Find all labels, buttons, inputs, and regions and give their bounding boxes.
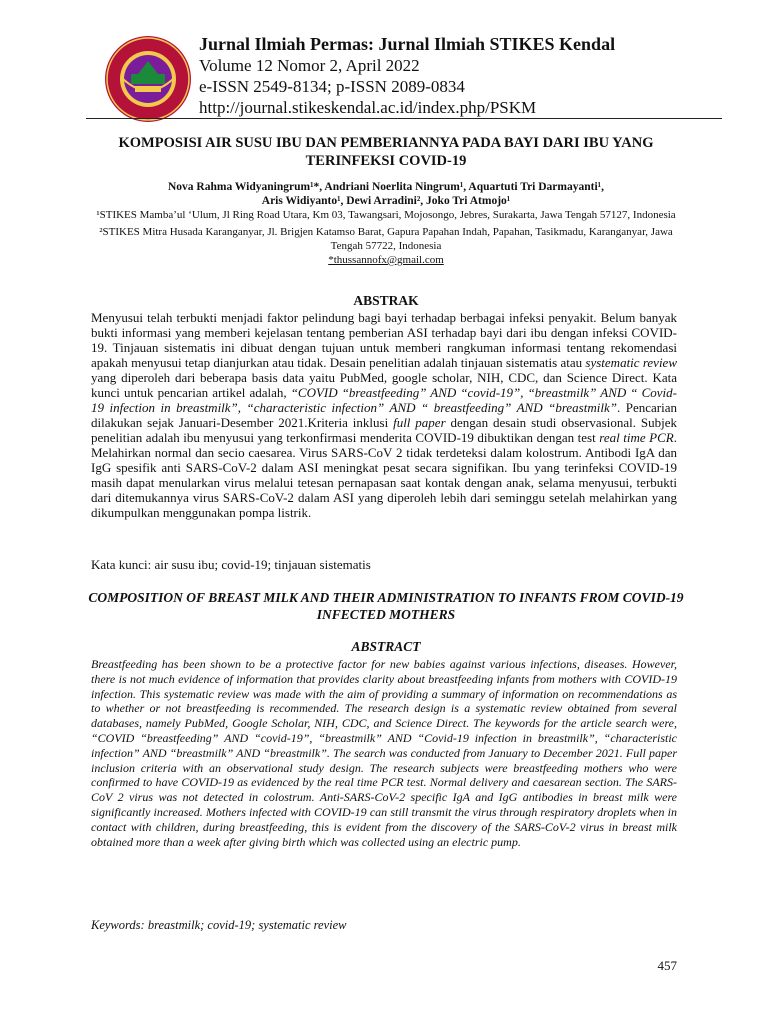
abstrak-italic-1: systematic review [585, 355, 677, 370]
journal-header [199, 34, 719, 118]
abstrak-text-4: dengan desain studi observasional. Subjek penelitian adalah ibu menyusui yang terkonfirmasi menderita COVID-19 dibuktikan dengan test [91, 415, 677, 445]
abstrak-body [91, 310, 677, 520]
affiliations [86, 208, 686, 267]
abstract-body: Breastfeeding has been shown to be a protective factor for new babies against various infections, diseases. However, there is not much evidence of information that provides clarity about breastfeeding infants from mothers with COVID-19 infection. This systematic review was made with the aim of providing a summary of information on recommendations as to whether or not breastfeeding is recommended. The research design is a systematic review obtained from several databases, namely PubMed, Google Scholar, NIH, CDC, and Science Direct. The keywords for the article search were, “COVID “breastfeeding” AND “covid-19”, “breastmilk” AND “Covid-19 infection in breastmilk”, “characteristic infection” AND “breastmilk” AND “breastmilk”. The search was conducted from January to December 2021. Full paper inclusion criteria with an observational study design. The research subjects were breastfeeding mothers who were confirmed to have COVID-19 as evidenced by the real time PCR test. Normal delivery and caesarean section. The SARS-CoV 2 virus was not detected in colostrum. Anti-SARS-CoV-2 specific IgA and IgG antibodies in breast milk were significantly increased. Mothers infected with COVID-19 can still transmit the virus through respiratory droplets when in contact with children, during breastfeeding, this is evident from the discovery of the SARS-CoV-2 virus in breast milk obtained more than a week after giving birth which was collected using an electric pump. [91, 657, 677, 849]
english-title: COMPOSITION OF BREAST MILK AND THEIR ADMINISTRATION TO INFANTS FROM COVID-19 INFECTED MOTHERS [88, 590, 684, 622]
corresponding-email[interactable]: *thussannofx@gmail.com [328, 254, 444, 266]
abstrak-italic-2: full paper [393, 415, 446, 430]
abstrak-text-1: Menyusui telah terbukti menjadi faktor pelindung bagi bayi terhadap berbagai infeksi penyakit. Belum banyak bukti informasi yang memberi kejelasan tentang pemberian ASI terhadap bayi dari ibu dengan infeksi COVID-19. Tinjauan sistematis ini dibuat dengan tujuan untuk memberi rangkuman informasi tentang rekomendasi apakah menyusui tetap dianjurkan atau tidak. Desain penelitian adalah tinjauan sistematis atau [91, 310, 677, 370]
abstrak-italic-keywords: “COVID “breastfeeding” AND “covid-19”, “breastmilk” AND “ Covid-19 infection in breastmilk”, “characteristic infection” AND “ breastfeeding” AND “breastmilk” [91, 385, 677, 415]
abstrak-heading: ABSTRAK [353, 293, 419, 308]
affiliation-2: ²STIKES Mitra Husada Karanganyar, Jl. Brigjen Katamso Barat, Gapura Papahan Indah, Papahan, Tasikmadu, Karanganyar, Jawa Tengah 57722, Indonesia [99, 226, 673, 252]
article-title: KOMPOSISI AIR SUSU IBU DAN PEMBERIANNYA PADA BAYI DARI IBU YANG TERINFEKSI COVID-19 [118, 135, 654, 169]
abstrak-text-2: yang diperoleh dari beberapa basis data yaitu PubMed, google scholar, NIH, CDC, dan Science Direct. Kata kunci untuk pencarian artikel adalah, [91, 370, 677, 400]
abstrak-italic-3: real time PCR [599, 430, 674, 445]
journal-url[interactable]: http://journal.stikeskendal.ac.id/index.php/PSKM [199, 98, 537, 117]
authors-line-2: Aris Widiyanto¹, Dewi Arradini², Joko Tri Atmojo¹ [261, 195, 511, 207]
journal-volume: Volume 12 Nomor 2, April 2022 [199, 56, 420, 75]
kata-kunci: Kata kunci: air susu ibu; covid-19; tinjauan sistematis [91, 557, 371, 572]
header-rule [86, 118, 722, 119]
author-list [86, 180, 686, 208]
abstract-heading: ABSTRACT [351, 639, 421, 654]
keywords-english: Keywords: breastmilk; covid-19; systematic review [91, 918, 347, 932]
journal-issn: e-ISSN 2549-8134; p-ISSN 2089-0834 [199, 77, 465, 96]
affiliation-1: ¹STIKES Mamba’ul ‘Ulum, Jl Ring Road Utara, Km 03, Tawangsari, Mojosongo, Jebres, Surakarta, Jawa Tengah 57127, Indonesia [96, 209, 676, 221]
abstrak-text-3: . Pencarian dilakukan sejak Januari-Desember 2021.Kriteria inklusi [91, 400, 677, 430]
abstrak-text-5: . Melahirkan normal dan secio caesarea. Virus SARS-CoV 2 tidak terdeteksi dalam kolostrum. Antibodi IgA dan IgG spesifik anti SARS-CoV-2 dalam ASI meningkat pesat secara signifikan. Ibu yang terinfeksi COVID-19 masih dapat menularkan virus melalui tetesan pernapasan saat kontak dengan anak, selama menyusui, terbukti dari ditemukannya virus SARS-CoV-2 dalam ASI yang diperoleh lebih dari seminggu setelah melahirkan yang dikumpulkan menggunakan pompa listrik. [91, 430, 677, 520]
authors-line-1: Nova Rahma Widyaningrum¹*, Andriani Noerlita Ningrum¹, Aquartuti Tri Darmayanti¹, [168, 181, 604, 193]
journal-logo [103, 34, 193, 124]
journal-title: Jurnal Ilmiah Permas: Jurnal Ilmiah STIKES Kendal [199, 34, 616, 54]
page-number: 457 [657, 958, 677, 973]
